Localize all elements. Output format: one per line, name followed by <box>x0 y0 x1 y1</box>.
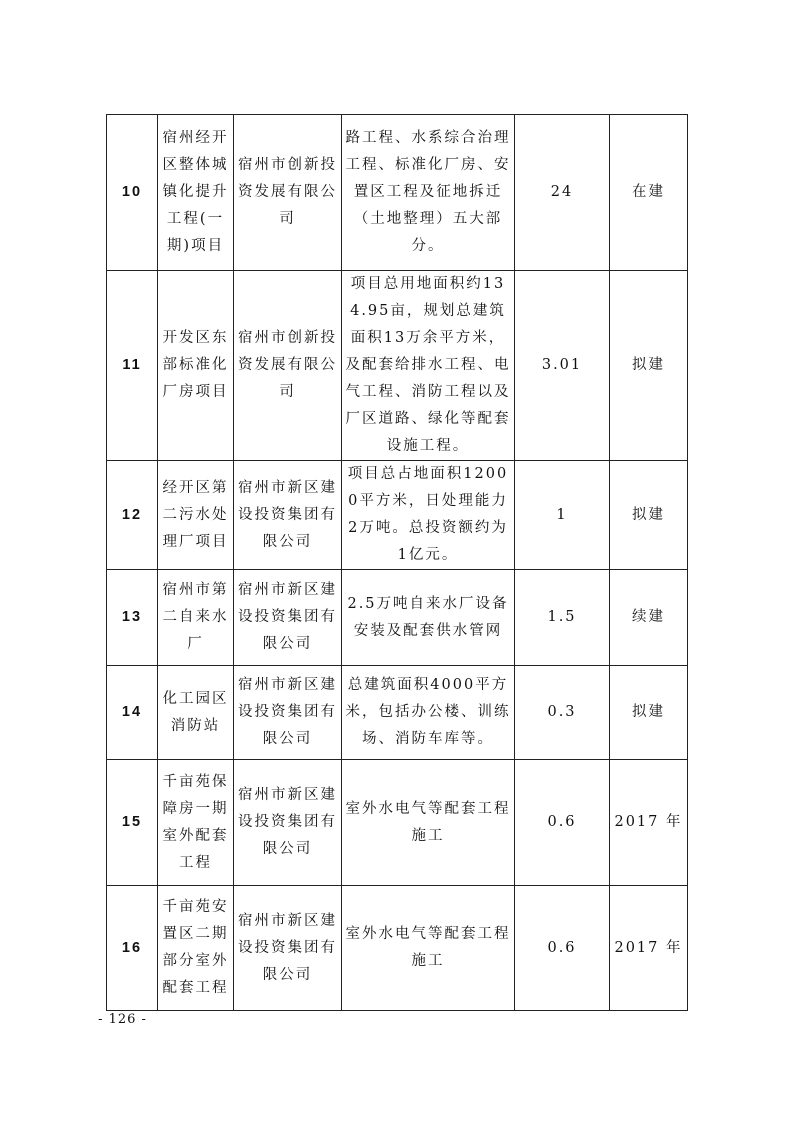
project-status: 拟建 <box>610 461 688 570</box>
implementing-unit: 宿州市创新投资发展有限公司 <box>234 271 342 461</box>
project-name: 化工园区消防站 <box>158 666 234 760</box>
project-name: 千亩苑保障房一期室外配套工程 <box>158 760 234 886</box>
project-status: 2017 年 <box>610 886 688 1011</box>
project-status: 在建 <box>610 115 688 271</box>
implementing-unit: 宿州市新区建设投资集团有限公司 <box>234 666 342 760</box>
table-row <box>107 115 688 271</box>
table-row <box>107 666 688 760</box>
page-number: - 126 - <box>98 1012 147 1027</box>
project-description: 项目总用地面积约134.95亩，规划总建筑面积13万余平方米，及配套给排水工程、电气工程、消防工程以及厂区道路、绿化等配套设施工程。 <box>342 271 515 461</box>
investment-amount: 0.6 <box>515 886 610 1011</box>
row-number: 14 <box>107 666 158 760</box>
row-number: 10 <box>107 115 158 271</box>
project-name: 开发区东部标准化厂房项目 <box>158 271 234 461</box>
implementing-unit: 宿州市新区建设投资集团有限公司 <box>234 760 342 886</box>
project-description: 室外水电气等配套工程施工 <box>342 760 515 886</box>
project-status: 2017 年 <box>610 760 688 886</box>
investment-amount: 3.01 <box>515 271 610 461</box>
table-row <box>107 760 688 886</box>
investment-amount: 1.5 <box>515 570 610 666</box>
row-number: 11 <box>107 271 158 461</box>
project-description: 2.5万吨自来水厂设备安装及配套供水管网 <box>342 570 515 666</box>
investment-amount: 1 <box>515 461 610 570</box>
project-description: 路工程、水系综合治理工程、标准化厂房、安置区工程及征地拆迁（土地整理）五大部分。 <box>342 115 515 271</box>
project-description: 项目总占地面积12000平方米，日处理能力2万吨。总投资额约为1亿元。 <box>342 461 515 570</box>
table-row <box>107 461 688 570</box>
row-number: 15 <box>107 760 158 886</box>
project-description: 室外水电气等配套工程施工 <box>342 886 515 1011</box>
project-name: 千亩苑安置区二期部分室外配套工程 <box>158 886 234 1011</box>
implementing-unit: 宿州市新区建设投资集团有限公司 <box>234 886 342 1011</box>
project-table <box>106 114 688 1011</box>
implementing-unit: 宿州市新区建设投资集团有限公司 <box>234 570 342 666</box>
implementing-unit: 宿州市新区建设投资集团有限公司 <box>234 461 342 570</box>
investment-amount: 0.6 <box>515 760 610 886</box>
project-name: 宿州经开区整体城镇化提升工程(一期)项目 <box>158 115 234 271</box>
implementing-unit: 宿州市创新投资发展有限公司 <box>234 115 342 271</box>
row-number: 13 <box>107 570 158 666</box>
row-number: 12 <box>107 461 158 570</box>
table-row <box>107 886 688 1011</box>
table-row <box>107 570 688 666</box>
row-number: 16 <box>107 886 158 1011</box>
project-status: 拟建 <box>610 666 688 760</box>
project-name: 宿州市第二自来水厂 <box>158 570 234 666</box>
project-status: 拟建 <box>610 271 688 461</box>
project-name: 经开区第二污水处理厂项目 <box>158 461 234 570</box>
project-description: 总建筑面积4000平方米，包括办公楼、训练场、消防车库等。 <box>342 666 515 760</box>
investment-amount: 0.3 <box>515 666 610 760</box>
table-row <box>107 271 688 461</box>
investment-amount: 24 <box>515 115 610 271</box>
project-status: 续建 <box>610 570 688 666</box>
